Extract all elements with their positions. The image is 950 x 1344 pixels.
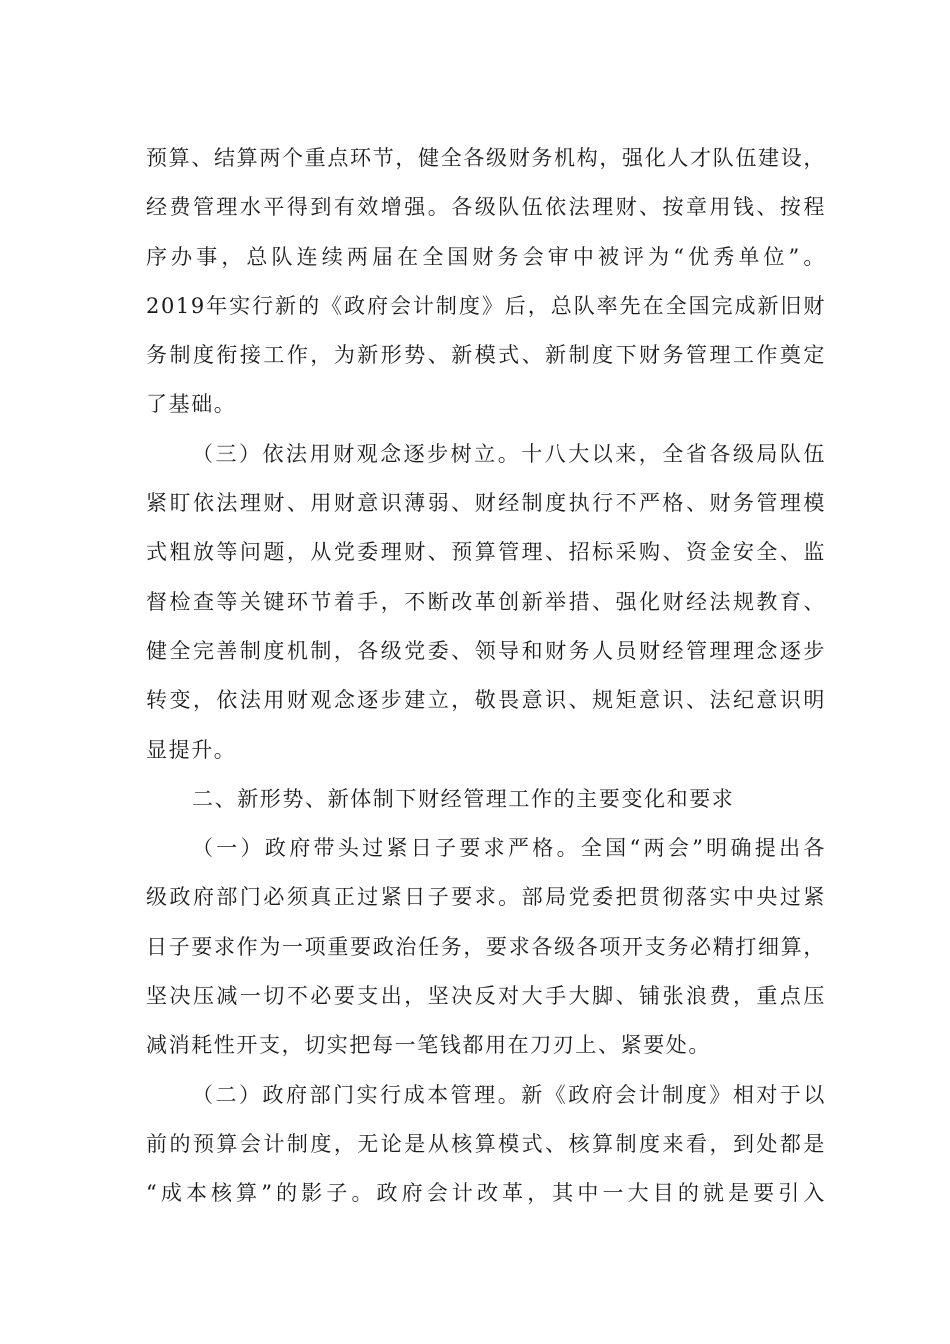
text-line: 健全完善制度机制，各级党委、领导和财务人员财经管理理念逐步 bbox=[146, 638, 826, 663]
text-line: 级政府部门必须真正过紧日子要求。部局党委把贯彻落实中央过紧 bbox=[146, 885, 826, 910]
text-line: （一）政府带头过紧日子要求严格。全国“两会”明确提出各 bbox=[192, 836, 826, 861]
text-line: （二）政府部门实行成本管理。新《政府会计制度》相对于以 bbox=[192, 1082, 826, 1107]
text-line: 督检查等关键环节着手，不断改革创新举措、强化财经法规教育、 bbox=[146, 589, 826, 614]
text-line: 预算、结算两个重点环节，健全各级财务机构，强化人才队伍建设， bbox=[146, 146, 826, 170]
text-line: 坚决压减一切不必要支出，坚决反对大手大脚、铺张浪费，重点压 bbox=[146, 984, 826, 1009]
text-line: 二、新形势、新体制下财经管理工作的主要变化和要求 bbox=[192, 786, 735, 811]
text-line: 2019年实行新的《政府会计制度》后，总队率先在全国完成新旧财 bbox=[146, 293, 826, 318]
text-line: 务制度衔接工作，为新形势、新模式、新制度下财务管理工作奠定 bbox=[146, 343, 826, 368]
document-body-text bbox=[146, 134, 826, 1219]
text-line: 日子要求作为一项重要政治任务，要求各级各项开支务必精打细算， bbox=[146, 934, 826, 959]
text-line: 显提升。 bbox=[146, 737, 237, 762]
text-line: （三）依法用财观念逐步树立。十八大以来，全省各级局队伍 bbox=[192, 441, 826, 466]
text-line: 序办事，总队连续两届在全国财务会审中被评为“优秀单位”。 bbox=[146, 244, 826, 269]
text-line: 式粗放等问题，从党委理财、预算管理、招标采购、资金安全、监 bbox=[146, 540, 826, 565]
text-line: 经费管理水平得到有效增强。各级队伍依法理财、按章用钱、按程 bbox=[146, 195, 826, 220]
text-line: 减消耗性开支，切实把每一笔钱都用在刀刃上、紧要处。 bbox=[146, 1033, 711, 1058]
text-line: “成本核算”的影子。政府会计改革，其中一大目的就是要引入 bbox=[146, 1181, 826, 1206]
text-line: 紧盯依法理财、用财意识薄弱、财经制度执行不严格、财务管理模 bbox=[146, 491, 826, 516]
text-line: 转变，依法用财观念逐步建立，敬畏意识、规矩意识、法纪意识明 bbox=[146, 688, 826, 713]
text-line: 了基础。 bbox=[146, 392, 237, 417]
text-line: 前的预算会计制度，无论是从核算模式、核算制度来看，到处都是 bbox=[146, 1131, 826, 1156]
